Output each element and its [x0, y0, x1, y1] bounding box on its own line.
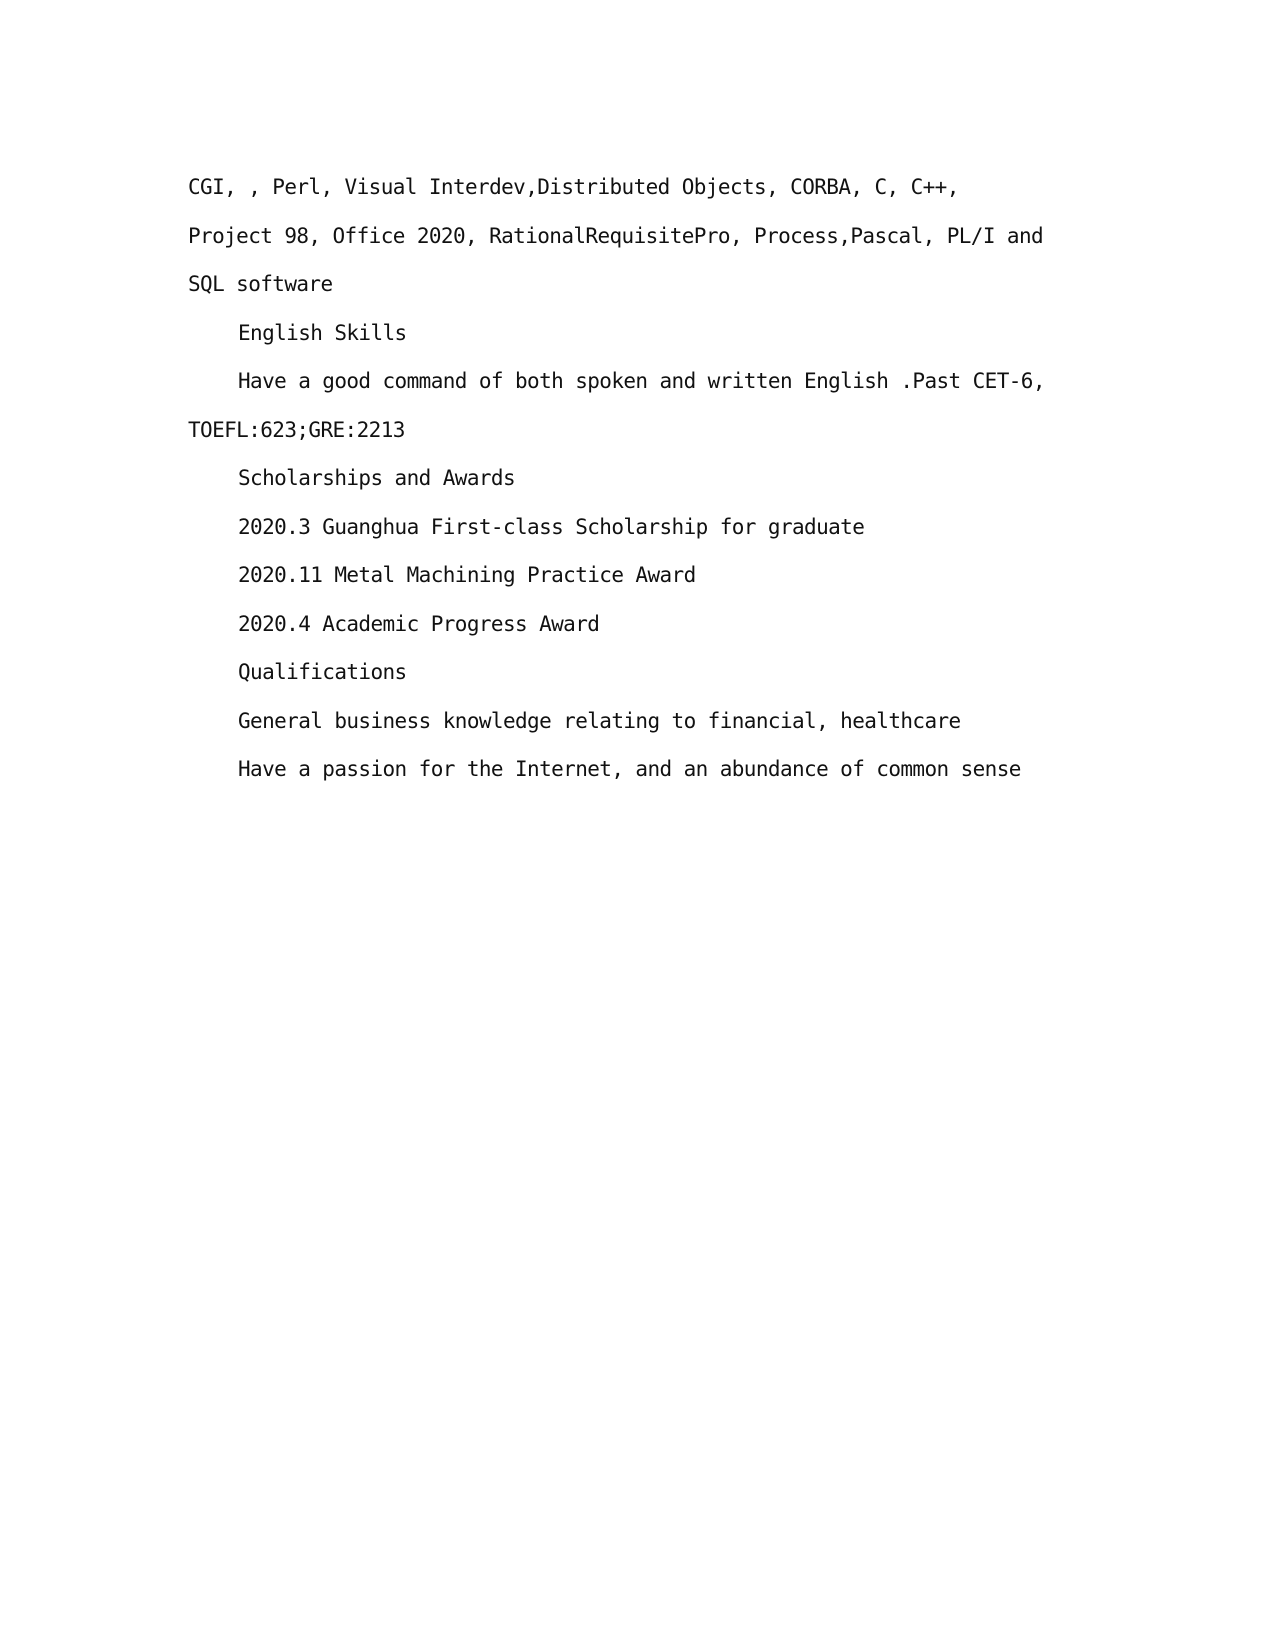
text-line: CGI, , Perl, Visual Interdev,Distributed Objects, CORBA, C, C++, — [188, 175, 959, 199]
qualification-item: Have a passion for the Internet, and an abundance of common sense — [238, 757, 1021, 781]
qualification-item: General business knowledge relating to financial, healthcare — [238, 708, 961, 733]
english-skills-paragraph — [188, 357, 1088, 454]
text-line: Have a good command of both spoken and written English .Past CET-6, — [238, 369, 1045, 393]
english-skills-heading: English Skills — [238, 320, 407, 345]
award-item: 2020.3 Guanghua First-class Scholarship for graduate — [238, 514, 865, 539]
text-line: Project 98, Office 2020, RationalRequisitePro, Process,Pascal, PL/I and — [188, 223, 1044, 248]
award-item: 2020.4 Academic Progress Award — [238, 611, 600, 636]
award-item: 2020.11 Metal Machining Practice Award — [238, 563, 696, 587]
text-line: SQL software — [188, 272, 333, 296]
document-body — [188, 163, 1088, 794]
scholarships-heading: Scholarships and Awards — [238, 466, 515, 490]
skills-paragraph — [188, 163, 1088, 309]
text-line: TOEFL:623;GRE:2213 — [188, 417, 405, 442]
qualifications-heading: Qualifications — [238, 660, 407, 684]
